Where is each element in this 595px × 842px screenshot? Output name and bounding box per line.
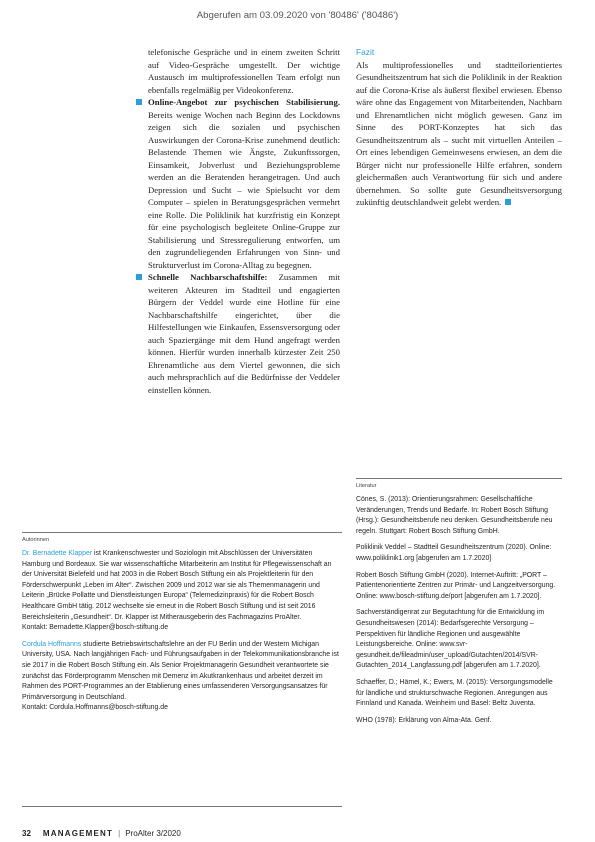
literature-entry: Poliklinik Veddel – Stadtteil Gesundheitszentrum (2020). Online: www.poliklinik1.org [abgerufen am 1.7.2020] bbox=[356, 544, 552, 562]
literature-title: Literatur bbox=[356, 483, 377, 489]
author-name: Dr. Bernadette Klapper bbox=[22, 550, 93, 557]
author-contact: Kontakt: Cordula.Hoffmanns@bosch-stiftung.de bbox=[22, 704, 168, 712]
bullet-heading: Online-Angebot zur psychischen Stabilisierung. bbox=[148, 97, 340, 107]
literature-entry: Schaeffer, D.; Hämel, K.; Ewers, M. (2015): Versorgungsmodelle für ländliche und strukturschwache Regionen. Anregungen aus Finnland und Kanada. Weinheim und Basel: Beltz Juventa. bbox=[356, 678, 553, 708]
author-contact: Kontakt: Bernadette.Klapper@bosch-stiftung.de bbox=[22, 624, 169, 632]
author-name: Cordula Hoffmanns bbox=[22, 640, 82, 648]
authors-title: Autorinnen bbox=[22, 537, 50, 543]
intro-paragraph: telefonische Gespräche und in einem zweiten Schritt auf Video-Gespräche umgestellt. Der wichtige Austausch im multiprofessionellen Team erfolgt nun ebenfalls regelmäßig per Videokonferenz. bbox=[148, 47, 340, 95]
authors-bottom-divider bbox=[22, 806, 342, 807]
fazit-paragraph bbox=[356, 59, 562, 209]
left-column bbox=[148, 46, 340, 396]
page-number: 32 bbox=[22, 829, 31, 838]
end-square-icon bbox=[505, 199, 511, 205]
bullet-text: Bereits wenige Wochen nach Beginn des Lockdowns zeigen sich die sozialen und psychischen Auswirkungen der Corona-Krise zunehmend deutlich: Belastende Themen wie Ängste, Zukunftssorgen, Einsamkeit, Jobverlust und Beziehungsprobleme werden an die Beratenden herangetragen. Und auch Depression und Sucht – wie Spielsucht vor dem Computer – spielen in Beratungsgesprächen vermehrt eine Rolle. Die Poliklinik hat kurzfristig ein Konzept für eine psychologisch begleitete Online-Gruppe zur Stabilisierung und Stressregulierung entworfen, um den zugrundeliegenden Erfahrungen von Sinn- und Strukturverlust im Corona-Alltag zu begegnen. bbox=[148, 109, 340, 270]
author-bio bbox=[22, 640, 342, 704]
section-name: MANAGEMENT bbox=[42, 829, 114, 838]
author-text: studierte Betriebswirtschaftslehre an der FU Berlin und der Western Michigan University, USA. Nach langjährigen Fach- und Führungsaufgaben in der Telekommunikationsbranche ist sie 2017 in die Robert Bosch Stiftung ein. Als Senior Projektmanagerin Gesundheit verantwortete sie zunächst das Förderprogramm Menschen mit Demenz im Akutkrankenhaus und arbeitet derzeit im Rahmen des PORT-Programmes an der Etablierung eines umfassenderen Versorgungsansatzes für Primärversorgung in Deutschland. bbox=[22, 640, 339, 701]
right-column bbox=[356, 46, 562, 209]
literature-entry: Robert Bosch Stiftung GmbH (2020). Internet-Auftritt: „PORT – Patientenorientierte Zentren zur Primär- und Langzeitversorgung. Online: www.bosch-stiftung.de/port [abgerufen am 1.7.2020]. bbox=[356, 571, 556, 600]
bullet-square-icon bbox=[136, 99, 142, 105]
authors-box bbox=[22, 532, 342, 714]
section-heading-fazit: Fazit bbox=[356, 47, 375, 57]
fazit-text: Als multiprofessionelles und stadtteilorientiertes Gesundheitszentrum hat sich die Poliklinik in der Reaktion auf die Corona-Krise als äußerst flexibel erwiesen. Ebenso wäre ohne das Engagement von Mitarbeitenden, Nachbarn und Ehrenamtlichen nicht möglich gewesen. Ganz im Sinne des PORT-Konzeptes hat sich das Gesundheitszentrum als – sucht mit virtuellen Anteilen – Ort eines lebendigen Gemeinwesens erwiesen, an dem die Bürger nicht nur professionelle Hilfe erfahren, sondern gleichermaßen auch Verantwortung für sich und andere übernehmen. So sollte gute Gesundheitsversorgung zukünftig deutschlandweit gelebt werden. bbox=[356, 59, 562, 207]
page-footer bbox=[22, 829, 181, 838]
literature-section bbox=[356, 478, 562, 732]
literature-entry: WHO (1978): Erklärung von Alma-Ata. Genf. bbox=[356, 716, 492, 724]
issue-label: ProAlter 3/2020 bbox=[125, 829, 181, 838]
bullet-square-icon bbox=[136, 274, 142, 280]
bullet-neighborhood-help bbox=[148, 271, 340, 396]
bullet-online-offer bbox=[148, 96, 340, 271]
literature-entry: Cönes, S. (2013): Orientierungsrahmen: Gesellschaftliche Veränderungen, Trends und Bedarfe. In: Robert Bosch Stiftung (Hrsg.): Gesundheitsberufe neu denken. Gesundheitsberufe neu regeln. Stuttgart: Robert Bosch Stiftung GmbH. bbox=[356, 496, 553, 535]
author-bio bbox=[22, 549, 342, 623]
download-header: Abgerufen am 03.09.2020 von '80486' ('80486') bbox=[196, 10, 399, 21]
footer-separator: | bbox=[118, 829, 121, 838]
literature-entry: Sachverständigenrat zur Begutachtung für die Entwicklung im Gesundheitswesen (2014): Bedarfsgerechte Versorgung – Perspektiven für ländliche Regionen und ausgewählte Leistungsbereiche. Online: www.svr-gesundheit.de/fileadmin/user_upload/Gutachten/2014/SVR-Gutachten_2014_Langfassung.pdf [abgerufen am 1.7.2020]. bbox=[356, 609, 545, 670]
author-text: ist Krankenschwester und Soziologin mit Abschlüssen der Universitäten Hamburg und Bordeaux. Sie war wissenschaftliche Mitarbeiterin am Institut für Pflegewissenschaft an der Universität Bielefeld und hat 2003 in die Robert Bosch Stiftung ein als Projektleiterin für den Förderschwerpunkt „Leben im Alter“. Zwischen 2009 und 2012 war sie als Themenmanagerin und Leiterin „Brücke Pollatte und Dienstleistungen Europa“ (Telemedizinpraxis) für die Robert Bosch Healthcare GmbH tätig. 2012 wechselte sie erneut in die Robert Bosch Stiftung und ist seit 2016 Bereichsleiterin „Gesundheit“. Dr. Klapper ist Mitherausgeberin des Fachmagazins ProAlter. bbox=[22, 550, 332, 621]
bullet-heading: Schnelle Nachbarschaftshilfe: bbox=[148, 272, 268, 282]
bullet-text: Zusammen mit weiteren Akteuren im Stadtteil und engagierten Bürgern der Veddel wurde eine Hotline für eine Nachbarschaftshilfe eingerichtet, über die Hilfestellungen wie Einkaufen, Essensversorgung oder auch Spaziergänge mit dem Hund angefragt werden können. Hierfür wurden innerhalb kürzester Zeit 250 Ehrenamtliche aus dem Viertel gewonnen, die sich auch mehrsprachlich auf die Bedürfnisse der Veddeler einstellen können. bbox=[148, 272, 340, 395]
